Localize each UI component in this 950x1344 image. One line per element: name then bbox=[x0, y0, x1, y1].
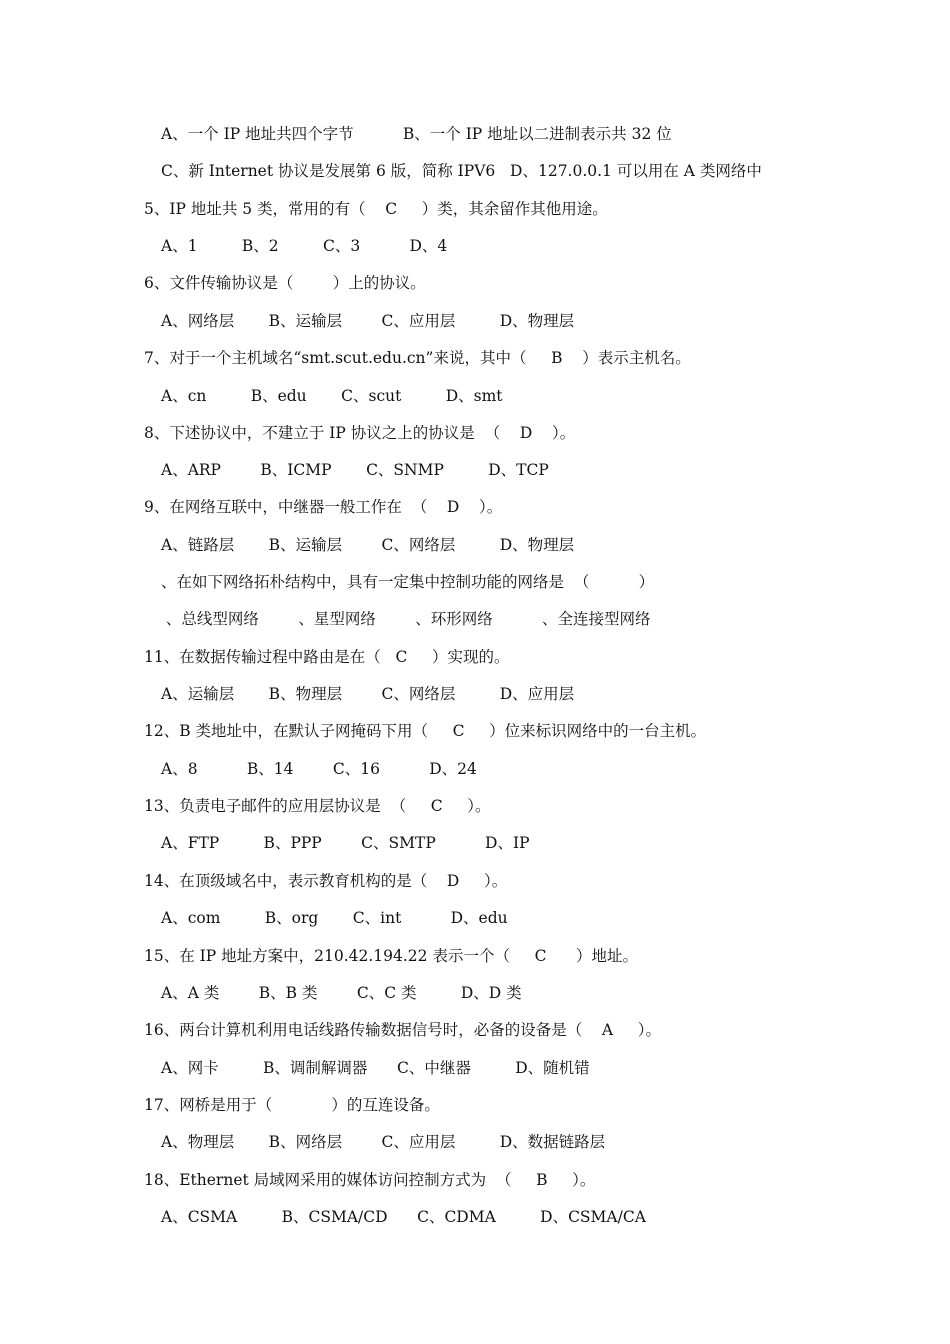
question-line: 15、在 IP 地址方案中，210.42.194.22 表示一个（ C ）地址。 bbox=[144, 947, 639, 965]
option-line: A、链路层 B、运输层 C、网络层 D、物理层 bbox=[161, 536, 575, 554]
option-line: A、8 B、14 C、16 D、24 bbox=[161, 760, 477, 778]
option-line: C、新 Internet 协议是发展第 6 版，简称 IPV6 D、127.0.0.1 可以用在 A 类网络中 bbox=[161, 162, 762, 180]
question-line: 13、负责电子邮件的应用层协议是 （ C ）。 bbox=[144, 797, 491, 815]
question-line: 17、网桥是用于（ ）的互连设备。 bbox=[144, 1096, 440, 1114]
question-line: 14、在顶级域名中，表示教育机构的是（ D ）。 bbox=[144, 872, 508, 890]
question-line: 12、B 类地址中，在默认子网掩码下用（ C ）位来标识网络中的一台主机。 bbox=[144, 722, 707, 740]
option-line: A、cn B、edu C、scut D、smt bbox=[161, 387, 503, 405]
option-line: A、1 B、2 C、3 D、4 bbox=[161, 237, 448, 255]
option-line: A、CSMA B、CSMA/CD C、CDMA D、CSMA/CA bbox=[161, 1208, 646, 1226]
question-line: 9、在网络互联中，中继器一般工作在 （ D ）。 bbox=[144, 498, 503, 516]
question-line: 、在如下网络拓朴结构中，具有一定集中控制功能的网络是 （ ） bbox=[161, 573, 655, 591]
question-line: 8、下述协议中，不建立于 IP 协议之上的协议是 （ D ）。 bbox=[144, 424, 576, 442]
option-line: A、A 类 B、B 类 C、C 类 D、D 类 bbox=[161, 984, 522, 1002]
option-line: A、FTP B、PPP C、SMTP D、IP bbox=[161, 834, 530, 852]
option-line: A、ARP B、ICMP C、SNMP D、TCP bbox=[161, 461, 549, 479]
question-line: 11、在数据传输过程中路由是在（ C ）实现的。 bbox=[144, 648, 510, 666]
question-line: 5、IP 地址共 5 类，常用的有（ C ）类，其余留作其他用途。 bbox=[144, 200, 608, 218]
question-line: 6、文件传输协议是（ ）上的协议。 bbox=[144, 274, 426, 292]
option-line: A、一个 IP 地址共四个字节 B、一个 IP 地址以二进制表示共 32 位 bbox=[161, 125, 672, 143]
question-line: 7、对于一个主机域名“smt.scut.edu.cn”来说，其中（ B ）表示主机名。 bbox=[144, 349, 691, 367]
question-line: 16、两台计算机利用电话线路传输数据信号时，必备的设备是（ A ）。 bbox=[144, 1021, 662, 1039]
option-line: 、总线型网络 、星型网络 、环形网络 、全连接型网络 bbox=[161, 610, 651, 628]
option-line: A、物理层 B、网络层 C、应用层 D、数据链路层 bbox=[161, 1133, 606, 1151]
option-line: A、网络层 B、运输层 C、应用层 D、物理层 bbox=[161, 312, 575, 330]
question-line: 18、Ethernet 局域网采用的媒体访问控制方式为 （ B ）。 bbox=[144, 1171, 596, 1189]
option-line: A、运输层 B、物理层 C、网络层 D、应用层 bbox=[161, 685, 575, 703]
option-line: A、com B、org C、int D、edu bbox=[161, 909, 508, 927]
option-line: A、网卡 B、调制解调器 C、中继器 D、随机错 bbox=[161, 1059, 590, 1077]
